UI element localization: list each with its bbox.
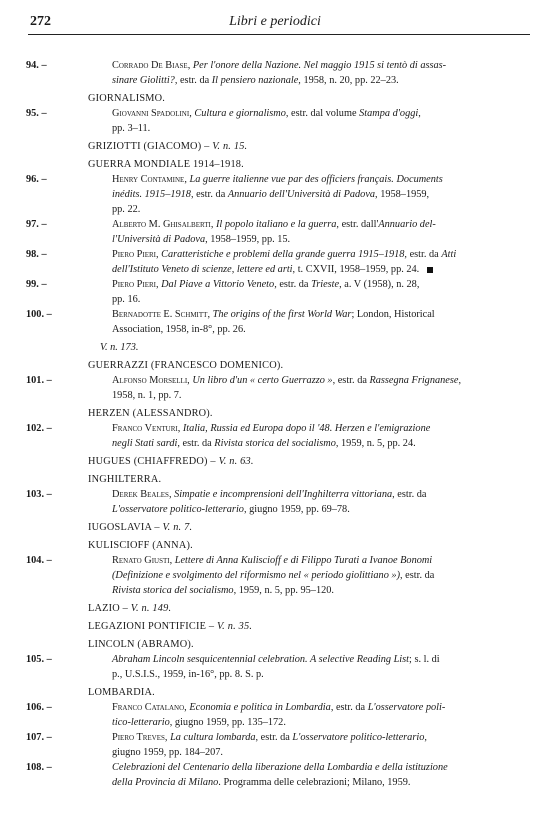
citation-text: , estr. da xyxy=(255,732,293,743)
title-text: La cultura lombarda xyxy=(170,732,256,743)
section-heading-text: LEGAZIONI PONTIFICIE – xyxy=(88,621,215,632)
citation-text: , xyxy=(184,702,190,713)
entry-number: 103. – xyxy=(26,489,52,500)
citation-text: , xyxy=(164,732,171,743)
title-text: inédits. 1915–1918 xyxy=(112,189,191,200)
entry-text xyxy=(112,217,530,247)
entry-line xyxy=(112,106,530,121)
citation-text: , estr. da xyxy=(190,189,228,200)
citation-text: , xyxy=(187,60,193,71)
section-heading xyxy=(26,685,530,700)
citation-text: , 1958–1959, xyxy=(375,189,430,200)
citation-text: , xyxy=(424,732,427,743)
citation-text: , 1958–1959, pp. 15. xyxy=(205,234,291,245)
title-text: Dal Piave a Vittorio Veneto xyxy=(161,279,275,290)
citation-text: , xyxy=(168,489,175,500)
entry-text xyxy=(112,421,530,451)
title-text: Un libro d'un « certo Guerrazzo » xyxy=(192,375,333,386)
title-text: Stampa d'oggi xyxy=(359,108,419,119)
citation-text: , xyxy=(210,219,216,230)
citation-text: , estr. da xyxy=(392,489,427,500)
citation-text: , estr. da xyxy=(332,375,370,386)
section-heading-text: LOMBARDIA. xyxy=(88,687,155,698)
section-heading-text: HERZEN (ALESSANDRO). xyxy=(88,408,213,419)
citation-text: , giugno 1959, pp. 135–172. xyxy=(169,717,286,728)
title-text: Celebrazioni del Centenario della liberazione della Lombardia e della istituzione xyxy=(112,762,448,773)
citation-text: , xyxy=(169,555,175,566)
author-name: Franco Venturi xyxy=(112,423,178,434)
entry-text xyxy=(112,700,530,730)
author-name: Giovanni Spadolini xyxy=(112,108,190,119)
title-text: Rassegna Frignanese xyxy=(369,375,459,386)
author-name: Henry Contamine xyxy=(112,174,185,185)
title-text: tico-letterario xyxy=(112,717,170,728)
cross-reference: V. n. 149. xyxy=(130,603,172,614)
author-name: Piero Pieri xyxy=(112,279,156,290)
citation-text: , xyxy=(189,108,195,119)
title-text: Abraham Lincoln sesquicentennial celebration. A selective Reading List xyxy=(112,654,410,665)
cross-reference: V. n. 35. xyxy=(217,621,253,632)
entry-line xyxy=(112,745,530,760)
title-text: Economia e politica in Lombardia xyxy=(189,702,331,713)
entry-number: 94. – xyxy=(26,60,47,71)
section-heading xyxy=(26,454,530,469)
citation-text: , 1959, n. 5, pp. 24. xyxy=(335,438,416,449)
title-text: negli Stati sardi xyxy=(112,438,178,449)
entry-line xyxy=(112,421,530,436)
header-rule xyxy=(28,34,530,35)
cross-reference: V. n. 173. xyxy=(100,342,139,353)
entry-text xyxy=(112,760,530,790)
entry-text xyxy=(112,553,530,598)
entry-number: 104. – xyxy=(26,555,52,566)
entry-text xyxy=(112,487,530,517)
section-heading-text: HUGUES (CHIAFFREDO) – xyxy=(88,456,216,467)
author-name: Franco Catalano xyxy=(112,702,185,713)
entry-line xyxy=(112,262,530,277)
bibliography-entry xyxy=(26,421,530,451)
entry-line xyxy=(112,373,530,388)
entry-line xyxy=(112,121,530,136)
citation-text: pp. 16. xyxy=(112,294,141,305)
entry-line xyxy=(112,217,530,232)
entry-line xyxy=(112,775,530,790)
title-text: (Definizione e svolgimento del riformismo nel « periodo giolittiano ») xyxy=(112,570,400,581)
entry-line xyxy=(112,667,530,682)
section-heading-text: GUERRAZZI (FRANCESCO DOMENICO). xyxy=(88,360,284,371)
entry-text xyxy=(112,307,530,337)
entry-text xyxy=(112,277,530,307)
entry-number: 107. – xyxy=(26,732,52,743)
margin-mark xyxy=(427,267,433,273)
entry-number: 97. – xyxy=(26,219,47,230)
entry-number: 105. – xyxy=(26,654,52,665)
section-heading xyxy=(26,520,530,535)
title-text: Annuario del- xyxy=(378,219,436,230)
section-heading-text: GUERRA MONDIALE 1914–1918. xyxy=(88,159,244,170)
title-text: Simpatie e incomprensioni dell'Inghilterra vittoriana xyxy=(174,489,393,500)
title-text: Lettere di Anna Kuliscioff e di Filippo Turati a Ivanoe Bonomi xyxy=(174,555,433,566)
bibliography-entry xyxy=(26,487,530,517)
title-text: L'osservatore poli- xyxy=(367,702,446,713)
entry-line xyxy=(112,307,530,322)
entry-line xyxy=(112,187,530,202)
cross-reference: V. n. 7. xyxy=(162,522,193,533)
citation-text: pp. 3–11. xyxy=(112,123,151,134)
citation-text: . Programma delle celebrazioni; Milano, 1959. xyxy=(218,777,411,788)
title-text: Trieste xyxy=(311,279,340,290)
title-text: Atti xyxy=(441,249,457,260)
citation-text: , xyxy=(155,249,162,260)
entry-line xyxy=(112,583,530,598)
entry-number: 102. – xyxy=(26,423,52,434)
section-heading xyxy=(26,472,530,487)
citation-text: , estr. da xyxy=(177,438,215,449)
entry-text xyxy=(112,652,530,682)
section-heading xyxy=(26,139,530,154)
section-heading-text: LAZIO – xyxy=(88,603,129,614)
citation-text: , xyxy=(207,309,213,320)
section-heading-text: IUGOSLAVIA – xyxy=(88,522,160,533)
citation-text: , xyxy=(187,375,193,386)
entry-line xyxy=(112,502,530,517)
section-heading xyxy=(26,358,530,373)
title-text: sinare Giolitti? xyxy=(112,75,175,86)
entry-number: 99. – xyxy=(26,279,47,290)
author-name: Bernadotte E. Schmitt xyxy=(112,309,208,320)
entry-number: 106. – xyxy=(26,702,52,713)
author-name: Derek Beales xyxy=(112,489,169,500)
title-text: Rivista storica del socialismo xyxy=(214,438,336,449)
entry-text xyxy=(112,730,530,760)
entry-number: 100. – xyxy=(26,309,52,320)
title-text: The origins of the first World War xyxy=(212,309,352,320)
title-text: L'osservatore politico-letterario xyxy=(292,732,425,743)
entry-number: 95. – xyxy=(26,108,47,119)
entry-line xyxy=(112,322,530,337)
citation-text: , xyxy=(184,174,190,185)
author-name: Alberto M. Ghisalberti xyxy=(112,219,211,230)
bibliography-list xyxy=(26,58,530,790)
title-text: Rivista storica del socialismo xyxy=(112,585,234,596)
title-text: Il popolo italiano e la guerra xyxy=(216,219,337,230)
entry-line xyxy=(112,652,530,667)
page-number: 272 xyxy=(30,14,51,29)
citation-text: , t. CXVII, 1958–1959, pp. 24. xyxy=(292,264,420,275)
entry-number: 101. – xyxy=(26,375,52,386)
citation-text: , giugno 1959, pp. 69–78. xyxy=(243,504,350,515)
author-name: Renato Giusti xyxy=(112,555,170,566)
running-title: Libri e periodici xyxy=(229,14,321,29)
bibliography-entry xyxy=(26,172,530,217)
entry-line xyxy=(112,715,530,730)
entry-text xyxy=(112,373,530,403)
author-name: Alfonso Morselli xyxy=(112,375,188,386)
citation-text: 1958, n. 1, pp. 7. xyxy=(112,390,182,401)
citation-text: , 1959, n. 5, pp. 95–120. xyxy=(233,585,334,596)
entry-line xyxy=(112,202,530,217)
citation-text: , estr. da xyxy=(274,279,312,290)
cross-reference-line xyxy=(26,340,530,355)
citation-text: , estr. da xyxy=(404,249,442,260)
citation-text: p., U.S.I.S., 1959, in-16°, pp. 8. S. p. xyxy=(112,669,264,680)
title-text: Italia, Russia ed Europa dopo il '48. Herzen e l'emigrazione xyxy=(182,423,431,434)
entry-text xyxy=(112,247,530,277)
bibliography-entry xyxy=(26,106,530,136)
bibliography-entry xyxy=(26,307,530,337)
citation-text: , estr. dall' xyxy=(336,219,379,230)
entry-line xyxy=(112,760,530,775)
bibliography-entry xyxy=(26,553,530,598)
title-text: della Provincia di Milano xyxy=(112,777,219,788)
title-text: l'Università di Padova xyxy=(112,234,206,245)
citation-text: , xyxy=(418,108,421,119)
entry-text xyxy=(112,58,530,88)
cross-reference: V. n. 15. xyxy=(212,141,248,152)
title-text: Annuario dell'Università di Padova xyxy=(227,189,376,200)
citation-text: , a. V (1958), n. 28, xyxy=(339,279,420,290)
citation-text: Association, 1958, in-8°, pp. 26. xyxy=(112,324,246,335)
title-text: L'osservatore politico-letterario xyxy=(112,504,244,515)
cross-reference: V. n. 63. xyxy=(218,456,254,467)
entry-line xyxy=(112,730,530,745)
entry-line xyxy=(112,172,530,187)
section-heading xyxy=(26,91,530,106)
entry-line xyxy=(112,700,530,715)
bibliography-entry xyxy=(26,217,530,247)
entry-line xyxy=(112,388,530,403)
entry-number: 108. – xyxy=(26,762,52,773)
bibliography-entry xyxy=(26,277,530,307)
bibliography-entry xyxy=(26,652,530,682)
entry-line xyxy=(112,292,530,307)
bibliography-entry xyxy=(26,760,530,790)
bibliography-entry xyxy=(26,247,530,277)
section-heading xyxy=(26,157,530,172)
entry-line xyxy=(112,247,530,262)
title-text: La guerre italienne vue par des officiers français. Documents xyxy=(189,174,443,185)
bibliography-entry xyxy=(26,58,530,88)
bibliography-entry xyxy=(26,730,530,760)
entry-line xyxy=(112,73,530,88)
author-name: Corrado De Biase xyxy=(112,60,188,71)
author-name: Piero Treves xyxy=(112,732,165,743)
section-heading-text: INGHILTERRA. xyxy=(88,474,162,485)
section-heading xyxy=(26,406,530,421)
author-name: Piero Pieri xyxy=(112,249,156,260)
citation-text: , estr. da xyxy=(330,702,368,713)
title-text: Il pensiero nazionale xyxy=(211,75,299,86)
section-heading-text: GRIZIOTTI (GIACOMO) – xyxy=(88,141,210,152)
citation-text: , estr. dal volume xyxy=(285,108,360,119)
citation-text: , xyxy=(458,375,462,386)
section-heading xyxy=(26,601,530,616)
title-text: dell'Istituto Veneto di scienze, lettere ed arti xyxy=(112,264,293,275)
citation-text: ; s. l. di xyxy=(409,654,440,665)
section-heading-text: KULISCIOFF (ANNA). xyxy=(88,540,193,551)
citation-text: giugno 1959, pp. 184–207. xyxy=(112,747,223,758)
citation-text: , estr. da xyxy=(400,570,435,581)
entry-line xyxy=(112,277,530,292)
title-text: Caratteristiche e problemi della grande guerra 1915–1918 xyxy=(161,249,405,260)
entry-line xyxy=(112,487,530,502)
citation-text: , estr. da xyxy=(174,75,212,86)
entry-line xyxy=(112,436,530,451)
bibliography-entry xyxy=(26,373,530,403)
section-heading-text: GIORNALISMO. xyxy=(88,93,166,104)
citation-text: pp. 22. xyxy=(112,204,141,215)
entry-line xyxy=(112,553,530,568)
citation-text: ; London, Historical xyxy=(351,309,435,320)
citation-text: , xyxy=(155,279,162,290)
bibliography-entry xyxy=(26,700,530,730)
section-heading-text: LINCOLN (ABRAMO). xyxy=(88,639,194,650)
entry-number: 96. – xyxy=(26,174,47,185)
running-header xyxy=(0,0,550,40)
title-text: Cultura e giornalismo xyxy=(194,108,286,119)
entry-text xyxy=(112,172,530,217)
entry-line xyxy=(112,232,530,247)
citation-text: , xyxy=(177,423,183,434)
section-heading xyxy=(26,637,530,652)
entry-text xyxy=(112,106,530,136)
citation-text: , 1958, n. 20, pp. 22–23. xyxy=(298,75,399,86)
entry-line xyxy=(112,58,530,73)
entry-number: 98. – xyxy=(26,249,47,260)
section-heading xyxy=(26,538,530,553)
entry-line xyxy=(112,568,530,583)
section-heading xyxy=(26,619,530,634)
title-text: Per l'onore della Nazione. Nel maggio 1915 si tentò di assas- xyxy=(192,60,447,71)
